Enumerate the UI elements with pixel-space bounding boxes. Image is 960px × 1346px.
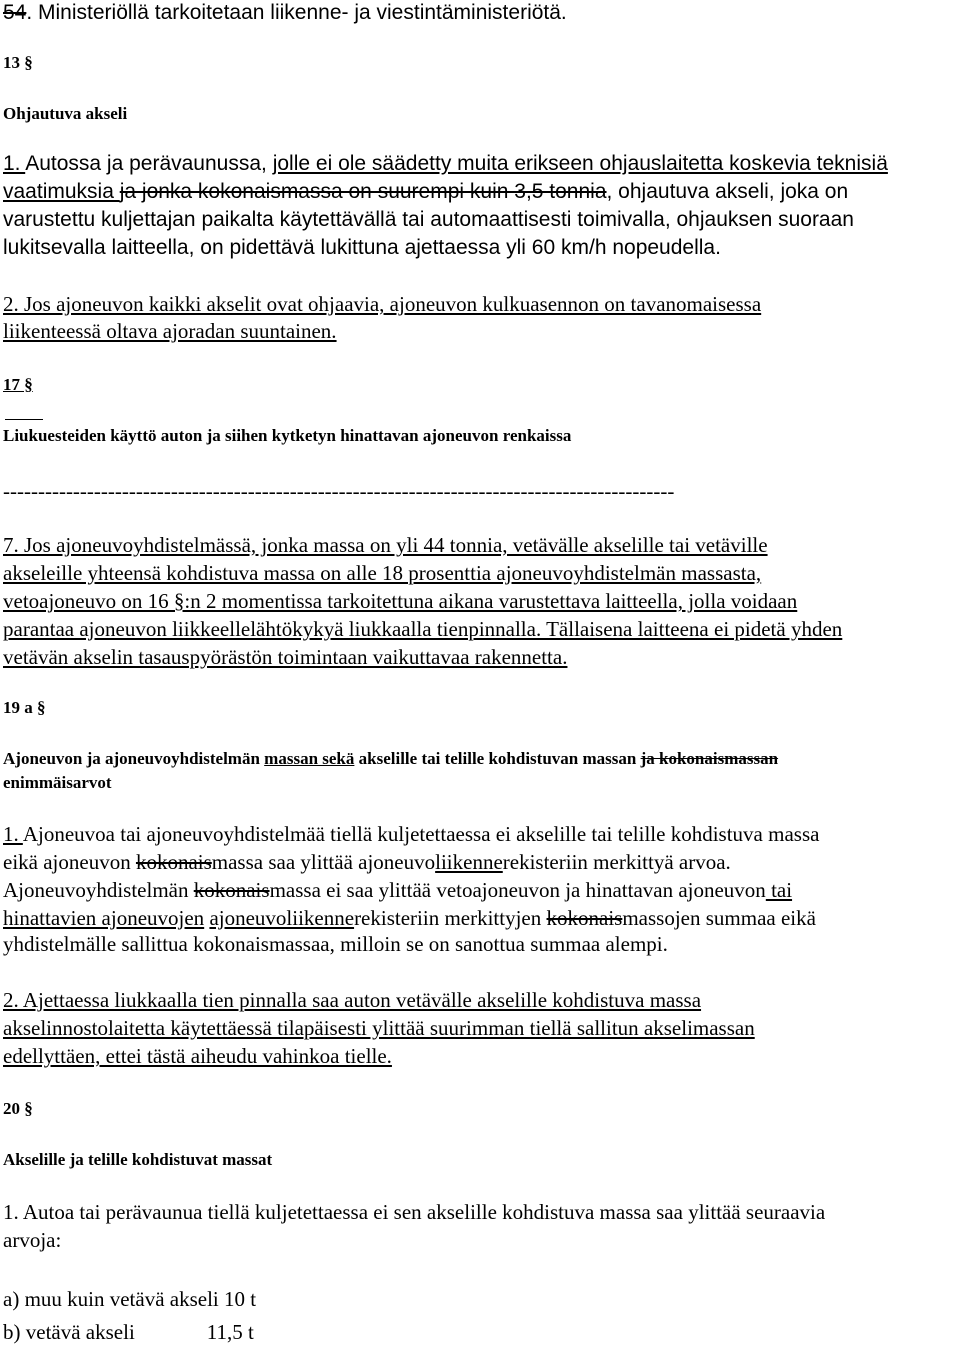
section-17-para-7-line-2: akseleille yhteensä kohdistuva massa on alle 18 prosenttia ajoneuvoyhdistelmän massasta,: [3, 561, 762, 585]
section-19a-heading-line-1: Ajoneuvon ja ajoneuvoyhdistelmän massan sekä akselille tai telille kohdistuvan massan ja kokonaismassan: [3, 749, 779, 768]
omission-dashes: ------------------------------------------------------------------------------------------------: [3, 479, 675, 503]
section-13-para-1-line-2: vaatimuksia ja jonka kokonaismassa on suurempi kuin 3,5 tonnia, ohjautuva akseli, joka on: [3, 180, 849, 203]
section-17-para-7-line-5: vetävän akselin tasauspyörästön toimintaan vaikuttavaa rakennetta.: [3, 645, 568, 669]
section-19a-para-1-line-1: 1. Ajoneuvoa tai ajoneuvoyhdistelmää tiellä kuljetettaessa ei akselille tai telille kohdistuva massa: [3, 822, 820, 846]
section-20-number: 20 §: [3, 1099, 33, 1118]
section-13-para-2-line-2: liikenteessä oltava ajoradan suuntainen.: [3, 319, 337, 343]
section-17-heading: Liukuesteiden käyttö auton ja siihen kytketyn hinattavan ajoneuvon renkaissa: [3, 426, 572, 445]
section-19a-para-2-line-2: akselinnostolaitetta käytettäessä tilapäisesti ylittää suurimman tiellä sallitun akselimassan: [3, 1016, 755, 1040]
section-13-para-1-line-3: varustettu kuljettajan paikalta käytettävällä tai automaattisesti toimivalla, ohjauksen suoraan: [3, 208, 854, 231]
section-17-para-7-line-3: vetoajoneuvo on 16 §:n 2 momentissa tarkoitettuna aikana varustettava laitteella, jolla voidaan: [3, 589, 798, 613]
section-19a-para-1-line-3: Ajoneuvoyhdistelmän kokonaismassa ei saa ylittää vetoajoneuvon ja hinattavan ajoneuvon tai: [3, 878, 793, 902]
section-20-para-1-line-2: arvoja:: [3, 1228, 62, 1252]
section-20-para-1-line-1: 1. Autoa tai perävaunua tiellä kuljetettaessa ei sen akselille kohdistuva massa saa ylittää seuraavia: [3, 1200, 826, 1224]
section-17-para-7-line-1: 7. Jos ajoneuvoyhdistelmässä, jonka massa on yli 44 tonnia, vetävälle akselille tai vetäville: [3, 533, 768, 557]
section-13-para-2-line-1: 2. Jos ajoneuvon kaikki akselit ovat ohjaavia, ajoneuvon kulkuasennon on tavanomaisessa: [3, 292, 762, 316]
section-17-number: 17 §: [3, 375, 33, 394]
section-13-number: 13 §: [3, 53, 33, 72]
section-19a-para-1-line-5: yhdistelmälle sallittua kokonaismassaa, milloin se on sanottua summaa alempi.: [3, 932, 668, 956]
section-17-para-7-line-4: parantaa ajoneuvon liikkeellelähtökykyä liukkaalla tienpinnalla. Tällaisena laitteena ei pidetä yhden: [3, 617, 843, 641]
section-19a-heading-line-2: enimmäisarvot: [3, 773, 112, 792]
section-20-heading: Akselille ja telille kohdistuvat massat: [3, 1150, 273, 1169]
section-19a-para-1-line-2: eikä ajoneuvon kokonaismassa saa ylittää ajoneuvoliikennerekisteriin merkittyä arvoa.: [3, 850, 731, 874]
section-13-para-1-line-4: lukitsevalla laitteella, on pidettävä lukittuna ajettaessa yli 60 km/h nopeudella.: [3, 236, 721, 259]
paragraph-54-line-1: 54. Ministeriöllä tarkoitetaan liikenne- ja viestintäministeriötä.: [3, 1, 567, 24]
short-underline-rule: [5, 419, 43, 420]
section-19a-para-1-line-4: hinattavien ajoneuvojen ajoneuvoliikennerekisteriin merkittyjen kokonaismassojen summaa eikä: [3, 906, 816, 930]
section-19a-para-2-line-3: edellyttäen, ettei tästä aiheudu vahinkoa tielle.: [3, 1044, 392, 1068]
section-13-heading: Ohjautuva akseli: [3, 104, 128, 123]
section-13-para-1-line-1: 1. Autossa ja perävaunussa, jolle ei ole säädetty muita erikseen ohjauslaitetta koskevia teknisiä: [3, 152, 888, 175]
list-item-a: a) muu kuin vetävä akseli 10 t: [3, 1287, 257, 1311]
deleted-number: 54: [3, 1, 27, 24]
section-19a-number: 19 a §: [3, 698, 46, 717]
section-19a-para-2-line-1: 2. Ajettaessa liukkaalla tien pinnalla saa auton vetävälle akselille kohdistuva massa: [3, 988, 702, 1012]
list-item-b: b) vetävä akseli 11,5 t: [3, 1320, 254, 1344]
